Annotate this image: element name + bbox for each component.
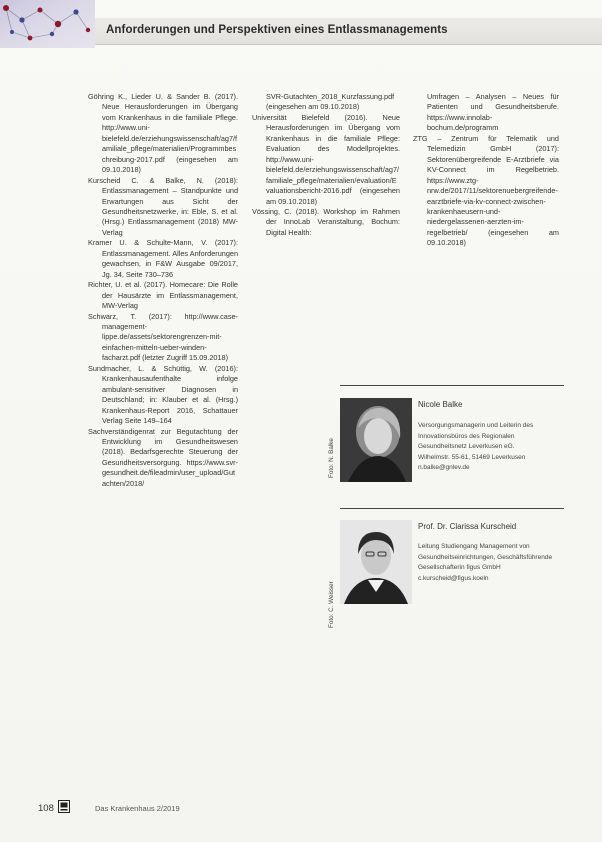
references-column-1: [88, 92, 238, 489]
author-info-line: Wilhelmstr. 55-61, 51469 Leverkusen: [418, 453, 526, 461]
portrait-icon: [340, 398, 412, 482]
author-name: Prof. Dr. Clarissa Kurscheid: [418, 522, 517, 531]
reference-entry-continued: SVR-Gutachten_2018_Kurzfassung.pdf (eingesehen am 09.10.2018): [266, 92, 395, 112]
author-photo: [340, 520, 412, 604]
reference-entry: Sundmacher, L. & Schüttig, W. (2016): Krankenhausaufenthalte infolge ambulant-sensitiver Diagnosen in Deutschland; in: Klauber et al. (Hrsg.) Krankenhaus-Report 2016, Schattauer Verlag Seite 149–164: [88, 363, 238, 426]
reference-entry-continued: Umfragen – Analysen – Neues für Patienten und Gesundheitsberufe. https://www.innolab-bochum.de/programm: [427, 92, 559, 133]
page-number: 108: [38, 803, 54, 814]
author-info: [418, 542, 564, 584]
journal-name: Das Krankenhaus 2/2019: [95, 804, 180, 813]
reference-entry: ZTG – Zentrum für Telematik und Telemedizin GmbH (2017): Sektorenübergreifende E-Arztbriefe via KV-Connect im Regelbetrieb. https://www.ztg-nrw.de/2017/11/sektorenuebergreifende-earztbriefe-via-kv-connect-zwischen-krankenhaeusern-und-niedergelassenen-aerzten-im-regelbetrieb/ (eingesehen am 09.10.2018): [413, 133, 559, 248]
network-graphic-icon: [0, 0, 95, 48]
photo-credit: Foto: N. Balke: [328, 438, 335, 478]
author-email: c.kurscheid@figus.koeln: [418, 574, 489, 582]
reference-entry: Universität Bielefeld (2016). Neue Herausforderungen im Übergang vom Krankenhaus in die familiale Pflege: Evaluation des Modellprojektes. http://www.uni-bielefeld.de/erziehungswissenschaft/ag7/familiale_pflege/materialien/evaluation/Evaluationsbericht-2016.pdf (eingesehen am 09.10.2018): [252, 112, 400, 206]
author-name: Nicole Balke: [418, 400, 463, 409]
running-header-title: Anforderungen und Perspektiven eines Entlassmanagements: [106, 24, 448, 36]
references-column-2: [252, 92, 400, 238]
photo-credit: Foto: C. Weisser: [328, 581, 335, 628]
references-column-3: [413, 92, 559, 249]
author-info-line: Versorgungsmanagerin und Leiterin des Innovationsbüros des Regionalen Gesundheitsnetz Leverkusen eG.: [418, 422, 534, 450]
journal-logo-icon: [58, 800, 70, 813]
reference-entry: Richter, U. et al. (2017). Homecare: Die Rolle der Hausärzte im Entlassmanagement, MW-Verlag: [88, 280, 238, 311]
reference-entry: Sachverständigenrat zur Begutachtung der Entwicklung im Gesundheitswesen (2018). Bedarfsgerechte Steuerung der Gesundheitsversorgung. https://www.svr-gesundheit.de/fileadmin/user_upload/Gutachten/2018/: [88, 426, 238, 488]
author-divider: [340, 508, 564, 509]
author-email: n.balke@gnlev.de: [418, 464, 470, 471]
reference-entry: Kramer U. & Schulte-Mann, V. (2017): Entlassmanagement. Alles Anforderungen gewachsen, in F&W Ausgabe 09/2017, Jg. 34, Seite 730–736: [88, 238, 238, 279]
author-photo: [340, 398, 412, 482]
author-info-line: Leitung Studiengang Management von Gesundheitseinrichtungen, Geschäftsführende Gesellschafterin figus GmbH: [418, 543, 553, 571]
reference-entry: Göhring K., Lieder U. & Sander B. (2017). Neue Herausforderungen im Übergang vom Krankenhaus in die familiale Pflege. http://www.uni-bielefeld.de/erziehungswissenschaft/ag7/familiale_pflege/materialien/Programmbeschreibung-2017.pdf (eingesehen am 09.10.2018): [88, 92, 238, 175]
portrait-icon: [340, 520, 412, 604]
reference-entry: Kurscheid C. & Balke, N. (2018): Entlassmanagement – Standpunkte und Erwartungen aus Sicht der Gesundheitsnetzwerke, in: Eble, S. et al. (Hrsg.) Entlassmanagement (2018) MW-Verlag: [88, 175, 238, 237]
author-divider: [340, 385, 564, 386]
reference-entry: Vössing, C. (2018). Workshop im Rahmen der InnoLab Veranstaltung, Bochum: Digital Health:: [252, 206, 400, 237]
reference-entry: Schwarz, T. (2017): http://www.case-management-lippe.de/assets/sektorengrenzen-mit-einfachen-mitteln-ueber-winden-facharzt.pdf (letzter Zugriff 15.09.2018): [88, 311, 238, 363]
author-info: [418, 421, 564, 474]
